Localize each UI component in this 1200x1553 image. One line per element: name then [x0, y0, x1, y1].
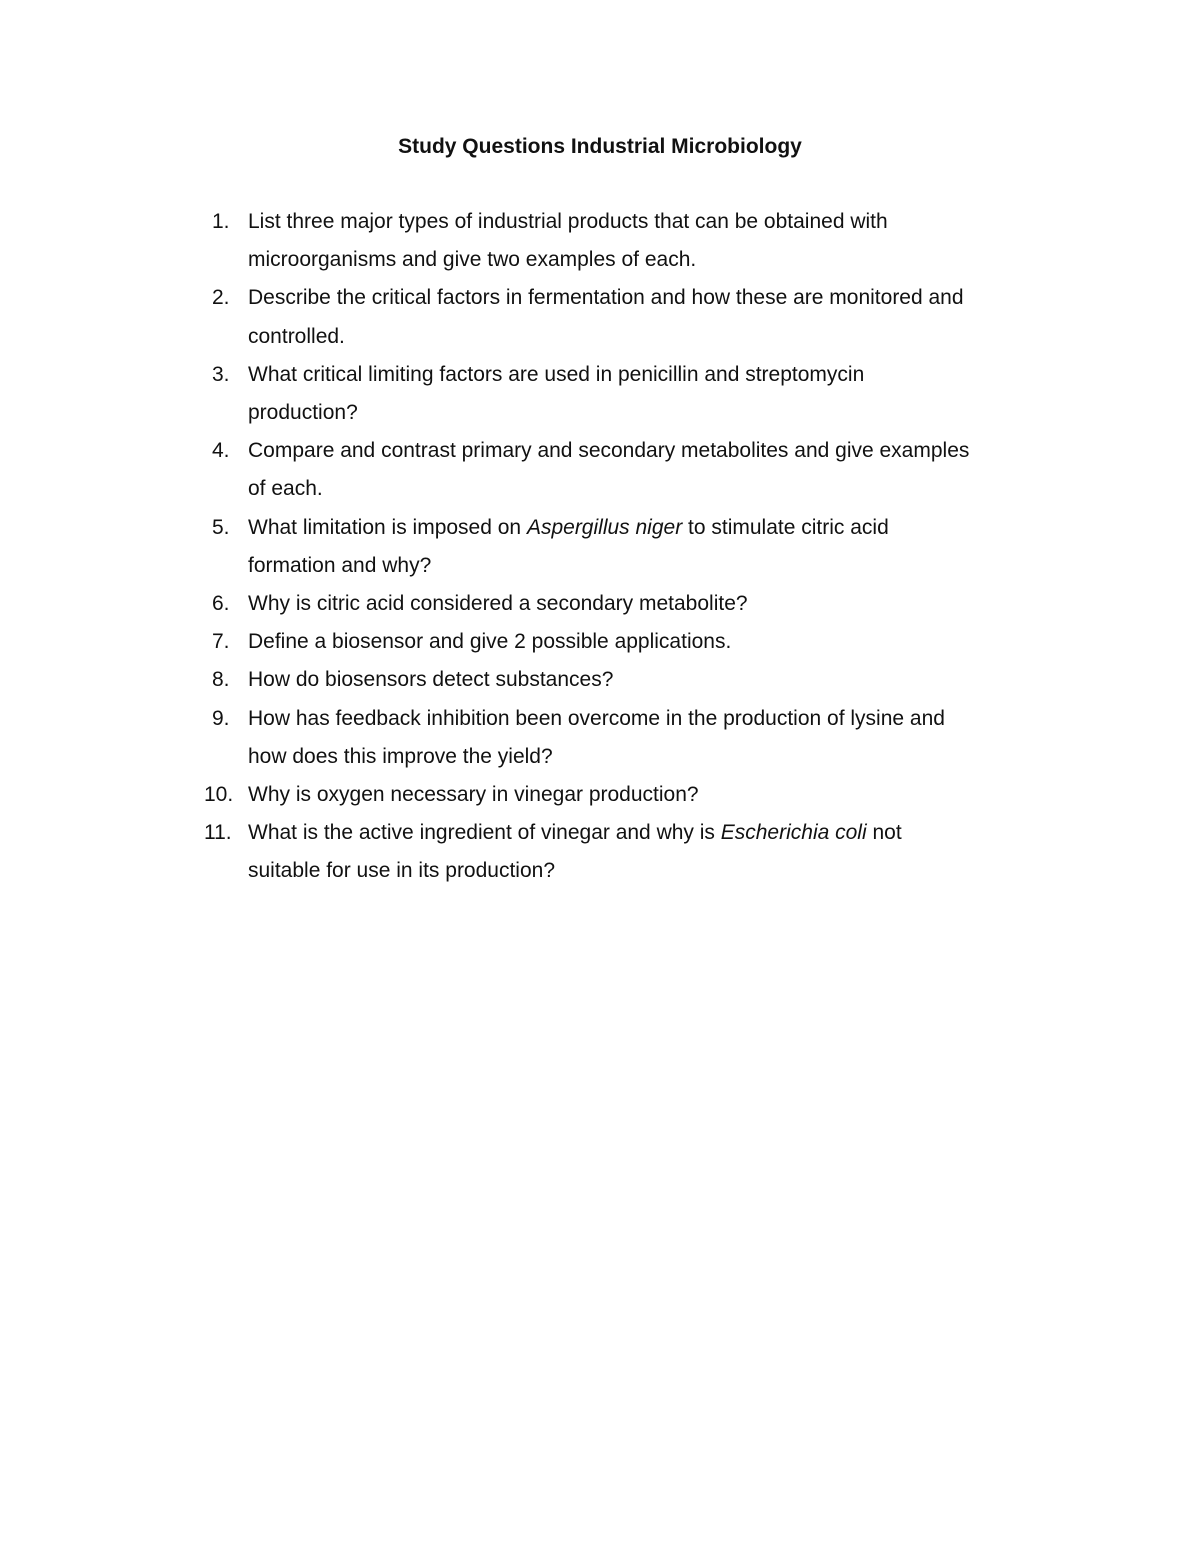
question-number: 3.	[212, 362, 230, 386]
question-item	[212, 623, 972, 661]
question-text-before: What is the active ingredient of vinegar and why is	[248, 821, 721, 845]
question-number: 1.	[212, 210, 230, 233]
question-text: Why is oxygen necessary in vinegar production?	[248, 783, 699, 807]
question-text: List three major types of industrial products that can be obtained with microorganisms and give two examples of each.	[248, 210, 888, 272]
question-item	[212, 203, 972, 279]
page-title: Study Questions Industrial Microbiology	[398, 135, 802, 158]
question-text: Describe the critical factors in fermentation and how these are monitored and controlled.	[248, 286, 964, 348]
question-item	[204, 776, 972, 814]
question-item	[204, 814, 972, 890]
question-number: 8.	[212, 668, 230, 692]
question-number: 10.	[204, 783, 234, 807]
question-text: How has feedback inhibition been overcome in the production of lysine and how does this improve the yield?	[248, 706, 945, 768]
question-number: 2.	[212, 286, 230, 310]
question-number: 4.	[212, 439, 230, 463]
question-list	[204, 203, 972, 891]
question-number: 11.	[204, 821, 232, 845]
question-number: 5.	[212, 515, 230, 539]
question-text-after: to stimulate citric acid formation and why?	[248, 515, 889, 577]
question-item	[212, 509, 972, 585]
question-text: Compare and contrast primary and secondary metabolites and give examples of each.	[248, 439, 970, 501]
question-text: What critical limiting factors are used in penicillin and streptomycin production?	[248, 362, 865, 425]
question-text: Define a biosensor and give 2 possible applications.	[248, 630, 732, 654]
question-item	[212, 356, 972, 432]
question-item	[212, 432, 972, 508]
question-text-before: What limitation is imposed on	[248, 515, 527, 539]
question-text: How do biosensors detect substances?	[248, 668, 614, 692]
species-name-italic: Aspergillus niger	[526, 515, 683, 539]
question-number: 6.	[212, 592, 230, 616]
question-text: Why is citric acid considered a secondary metabolite?	[248, 592, 748, 616]
question-item	[212, 700, 972, 776]
question-number: 7.	[212, 630, 230, 654]
question-text-after: not suitable for use in its production?	[248, 821, 902, 883]
question-item	[212, 661, 972, 699]
question-item	[212, 585, 972, 623]
species-name-italic: Escherichia coli	[720, 821, 867, 845]
question-item	[212, 279, 972, 355]
question-number: 9.	[212, 706, 230, 730]
